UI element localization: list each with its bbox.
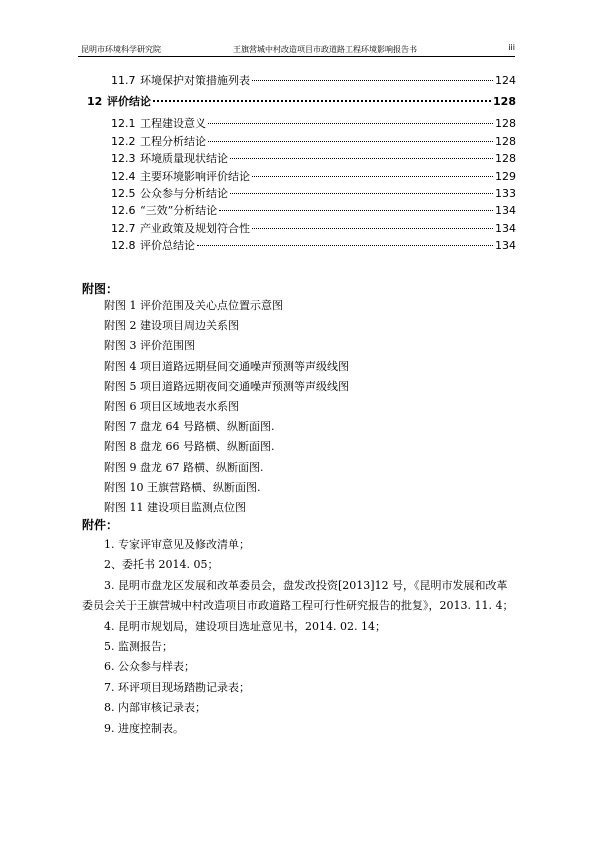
toc-row[interactable]	[87, 72, 516, 89]
toc-dot-leader	[153, 100, 491, 102]
toc-page-number: 128	[495, 134, 516, 148]
toc-number: 12.4	[111, 169, 136, 183]
toc-title: 主要环境影响评价结论	[140, 169, 250, 183]
table-of-contents	[87, 72, 516, 255]
toc-row[interactable]	[87, 202, 516, 219]
toc-number: 12.6	[111, 204, 136, 218]
toc-title: “三效”分析结论	[140, 204, 218, 218]
figure-item: 附图 11 建设项目监测点位图	[104, 500, 246, 514]
toc-title: 产业政策及规划符合性	[140, 221, 250, 235]
toc-dot-leader	[219, 210, 493, 211]
toc-title: 工程分析结论	[140, 134, 206, 148]
figure-item: 附图 2 建设项目周边关系图	[104, 319, 239, 333]
toc-number: 12.1	[111, 117, 136, 131]
toc-title: 公众参与分析结论	[140, 186, 228, 200]
figure-item: 附图 7 盘龙 64 号路横、纵断面图.	[104, 420, 275, 434]
attachment-item: 4. 昆明市规划局，建设项目选址意见书，2014. 02. 14；	[104, 619, 386, 633]
toc-number: 12.7	[111, 221, 136, 235]
figure-item: 附图 10 王旗营路横、纵断面图.	[104, 480, 261, 494]
toc-number: 11.7	[111, 74, 136, 87]
toc-page-number: 134	[495, 204, 516, 218]
figures-list	[104, 297, 349, 519]
toc-title: 工程建设意义	[140, 117, 206, 131]
header-report-title: 王旗营城中村改造项目市政道路工程环境影响报告书	[233, 45, 417, 54]
attachment-item: 1. 专家评审意见及修改清单；	[104, 538, 250, 551]
toc-page-number: 128	[493, 95, 516, 109]
toc-number: 12.2	[111, 134, 136, 148]
toc-page-number: 134	[495, 221, 516, 235]
toc-row[interactable]	[87, 185, 516, 202]
toc-dot-leader	[230, 158, 493, 159]
figure-item: 附图 4 项目道路远期昼间交通噪声预测等声级线图	[104, 359, 349, 373]
toc-number: 12.5	[111, 186, 136, 200]
toc-page-number: 128	[495, 117, 516, 131]
toc-dot-leader	[252, 228, 493, 229]
toc-number: 12.8	[111, 239, 136, 253]
toc-dot-leader	[230, 193, 493, 194]
toc-row[interactable]	[87, 133, 516, 150]
attachment-item: 3. 昆明市盘龙区发展和改革委员会，盘发改投资[2013]12 号，《昆明市发展和改革委员会关于王旗营城中村改造项目市政道路工程可行性研究报告的批复》，2013. 11. 4；	[82, 578, 514, 613]
figure-item: 附图 3 评价范围图	[104, 339, 195, 353]
header-page-number: iii	[508, 43, 515, 52]
attachment-item: 7. 环评项目现场踏勘记录表；	[104, 680, 250, 694]
figure-item: 附图 8 盘龙 66 号路横、纵断面图.	[104, 440, 275, 454]
toc-title: 评价总结论	[140, 239, 195, 253]
toc-row[interactable]	[87, 150, 516, 167]
attachment-item: 9. 进度控制表。	[104, 721, 184, 735]
page-header	[78, 42, 515, 57]
attachments-heading: 附件：	[82, 518, 119, 532]
toc-row[interactable]	[87, 115, 516, 132]
figure-item: 附图 5 项目道路远期夜间交通噪声预测等声级线图	[104, 379, 349, 393]
toc-row[interactable]	[87, 220, 516, 237]
attachment-item: 6. 公众参与样表；	[104, 660, 195, 674]
toc-dot-leader	[252, 176, 493, 177]
toc-title: 环境质量现状结论	[140, 152, 228, 166]
figures-heading: 附图：	[82, 282, 119, 296]
attachments-list	[82, 535, 514, 739]
attachment-item: 2、委托书 2014. 05；	[104, 558, 219, 572]
toc-page-number: 128	[495, 152, 516, 166]
toc-title: 环境保护对策措施列表	[140, 74, 250, 87]
toc-number: 12.3	[111, 152, 136, 166]
toc-dot-leader	[208, 141, 493, 142]
toc-page-number: 133	[495, 186, 516, 200]
toc-page-number: 129	[495, 169, 516, 183]
toc-dot-leader	[252, 80, 493, 81]
toc-number: 12	[87, 95, 103, 109]
figure-item: 附图 1 评价范围及关心点位置示意图	[104, 299, 283, 312]
toc-dot-leader	[208, 123, 493, 124]
attachment-item: 5. 监测报告；	[104, 640, 173, 654]
toc-row[interactable]	[87, 237, 516, 254]
figure-item: 附图 6 项目区域地表水系图	[104, 399, 239, 413]
figure-item: 附图 9 盘龙 67 路横、纵断面图.	[104, 460, 264, 474]
toc-row[interactable]	[87, 93, 516, 115]
toc-row[interactable]	[87, 168, 516, 185]
attachment-item: 8. 内部审核记录表；	[104, 701, 206, 715]
toc-title: 评价结论	[107, 95, 151, 109]
header-org: 昆明市环境科学研究院	[81, 45, 161, 54]
toc-page-number: 134	[495, 239, 516, 253]
toc-page-number: 124	[495, 74, 516, 87]
toc-dot-leader	[197, 245, 493, 246]
